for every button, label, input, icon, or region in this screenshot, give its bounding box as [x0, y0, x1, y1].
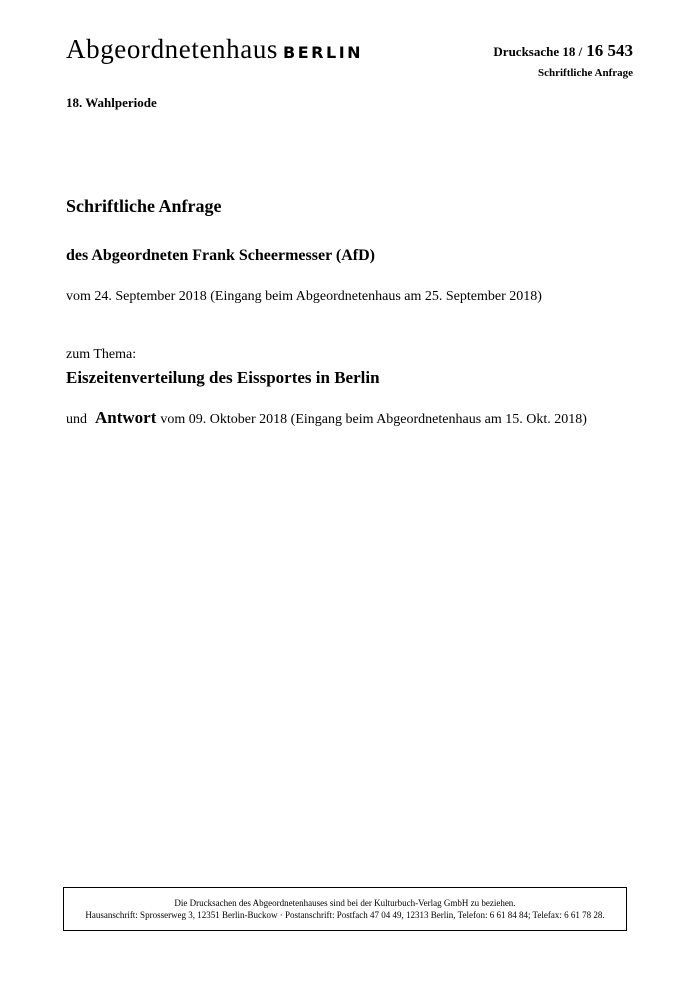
logo-wordmark: Abgeordnetenhaus [66, 34, 279, 64]
footer-box [63, 887, 627, 931]
answer-line [66, 408, 587, 428]
submission-dates: vom 24. September 2018 (Eingang beim Abgeordnetenhaus am 25. September 2018) [66, 289, 542, 304]
footer-line-1: Die Drucksachen des Abgeordnetenhauses sind bei der Kulturbuch-Verlag GmbH zu beziehen. [174, 898, 516, 908]
legislative-period: 18. Wahlperiode [66, 95, 157, 110]
document-type: Schriftliche Anfrage [537, 67, 633, 79]
logo-city: BERLIN [283, 43, 364, 62]
answer-conjunction: und [66, 412, 87, 427]
footer-line-2: Hausanschrift: Sprosserweg 3, 12351 Berlin-Buckow · Postanschrift: Postfach 47 04 49, 12313 Berlin, Telefon: 6 61 84 84; Telefax: 6 61 78 28. [85, 910, 605, 920]
topic-label: zum Thema: [66, 347, 137, 362]
author-line: des Abgeordneten Frank Scheermesser (AfD) [66, 247, 375, 264]
document-title: Schriftliche Anfrage [66, 196, 222, 216]
document-number-value: 16 543 [586, 41, 633, 60]
answer-dates: vom 09. Oktober 2018 (Eingang beim Abgeordnetenhaus am 15. Okt. 2018) [160, 412, 587, 427]
document-number-prefix: Drucksache 18 / [493, 44, 583, 59]
topic-title: Eiszeitenverteilung des Eissportes in Berlin [66, 368, 380, 387]
document-number [493, 42, 633, 60]
parliament-logo [66, 36, 363, 63]
answer-keyword: Antwort [95, 408, 157, 427]
